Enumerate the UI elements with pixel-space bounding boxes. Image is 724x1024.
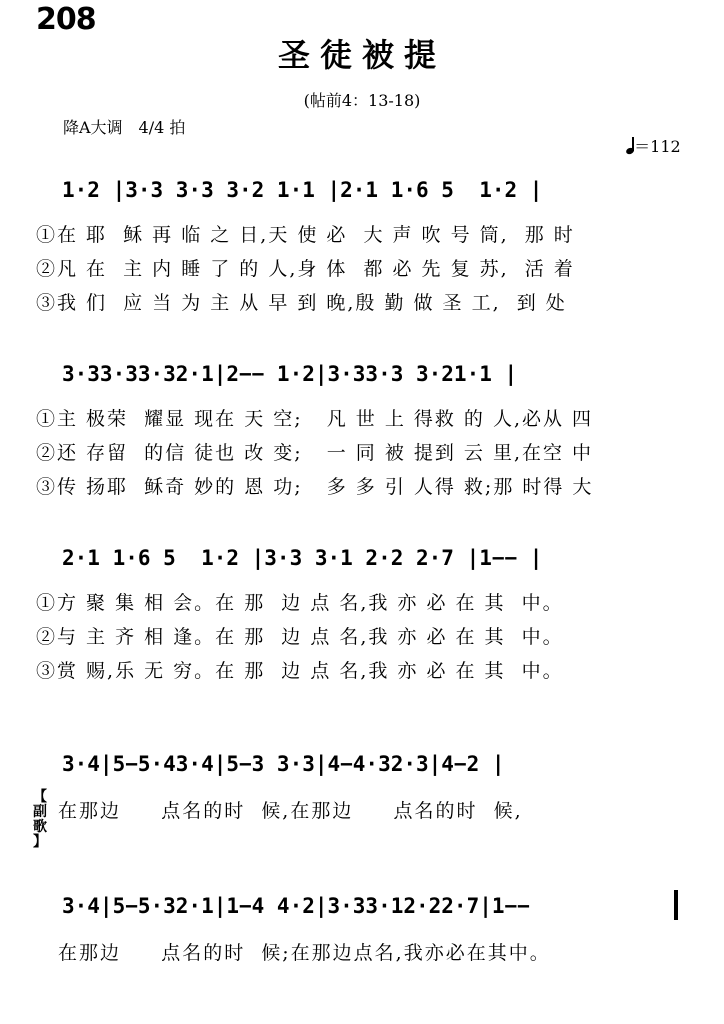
final-barline: [674, 890, 678, 920]
notes-system-3: 2·1 1·6 5 1·2 |3·3 3·1 2·2 2·7 |1−− |: [62, 546, 543, 570]
scripture-reference: (帖前4：13-18): [303, 91, 421, 110]
lyric-verse-1: ①主 极荣 耀显 现在 天 空; 凡 世 上 得救 的 人,必从 四: [36, 408, 594, 430]
notes-system-4: 3·4|5−5·43·4|5−3 3·3|4−4·32·3|4−2 |: [62, 752, 505, 776]
lyric-chorus: 在那边 点名的时 候,在那边 点名的时 候,: [58, 800, 523, 822]
chorus-label: 【 副 歌 】: [33, 789, 47, 850]
lyric-verse-2: ②与 主 齐 相 逢。在 那 边 点 名,我 亦 必 在 其 中。: [36, 626, 564, 648]
notes-system-1: 1·2 |3·3 3·3 3·2 1·1 |2·1 1·6 5 1·2 |: [62, 178, 543, 202]
lyric-verse-2: ②凡 在 主 内 睡 了 的 人,身 体 都 必 先 复 苏, 活 着: [36, 258, 575, 280]
lyric-verse-3: ③传 扬耶 稣奇 妙的 恩 功; 多 多 引 人得 救;那 时得 大: [36, 476, 594, 498]
hymn-title: 圣徒被提: [277, 36, 446, 74]
notes-system-5: 3·4|5−5·32·1|1−4 4·2|3·33·12·22·7|1−−: [62, 894, 530, 918]
hymn-number: 208: [36, 2, 96, 37]
lyric-verse-1: ①在 耶 稣 再 临 之 日,天 使 必 大 声 吹 号 筒, 那 时: [36, 224, 575, 246]
tempo-marking: [616, 115, 681, 157]
lyric-verse-3: ③我 们 应 当 为 主 从 早 到 晚,殷 勤 做 圣 工, 到 处: [36, 292, 567, 314]
lyric-verse-3: ③赏 赐,乐 无 穷。在 那 边 点 名,我 亦 必 在 其 中。: [36, 660, 564, 682]
key-time-signature: 降A大调 4/4 拍: [63, 118, 186, 137]
tempo-value: ＝112: [634, 137, 681, 156]
notes-system-2: 3·33·33·32·1|2−− 1·2|3·33·3 3·21·1 |: [62, 362, 518, 386]
lyric-verse-1: ①方 聚 集 相 会。在 那 边 点 名,我 亦 必 在 其 中。: [36, 592, 564, 614]
lyric-chorus: 在那边 点名的时 候;在那边点名,我亦必在其中。: [58, 942, 551, 964]
quarter-note-icon: [626, 137, 634, 155]
lyric-verse-2: ②还 存留 的信 徒也 改 变; 一 同 被 提到 云 里,在空 中: [36, 442, 594, 464]
